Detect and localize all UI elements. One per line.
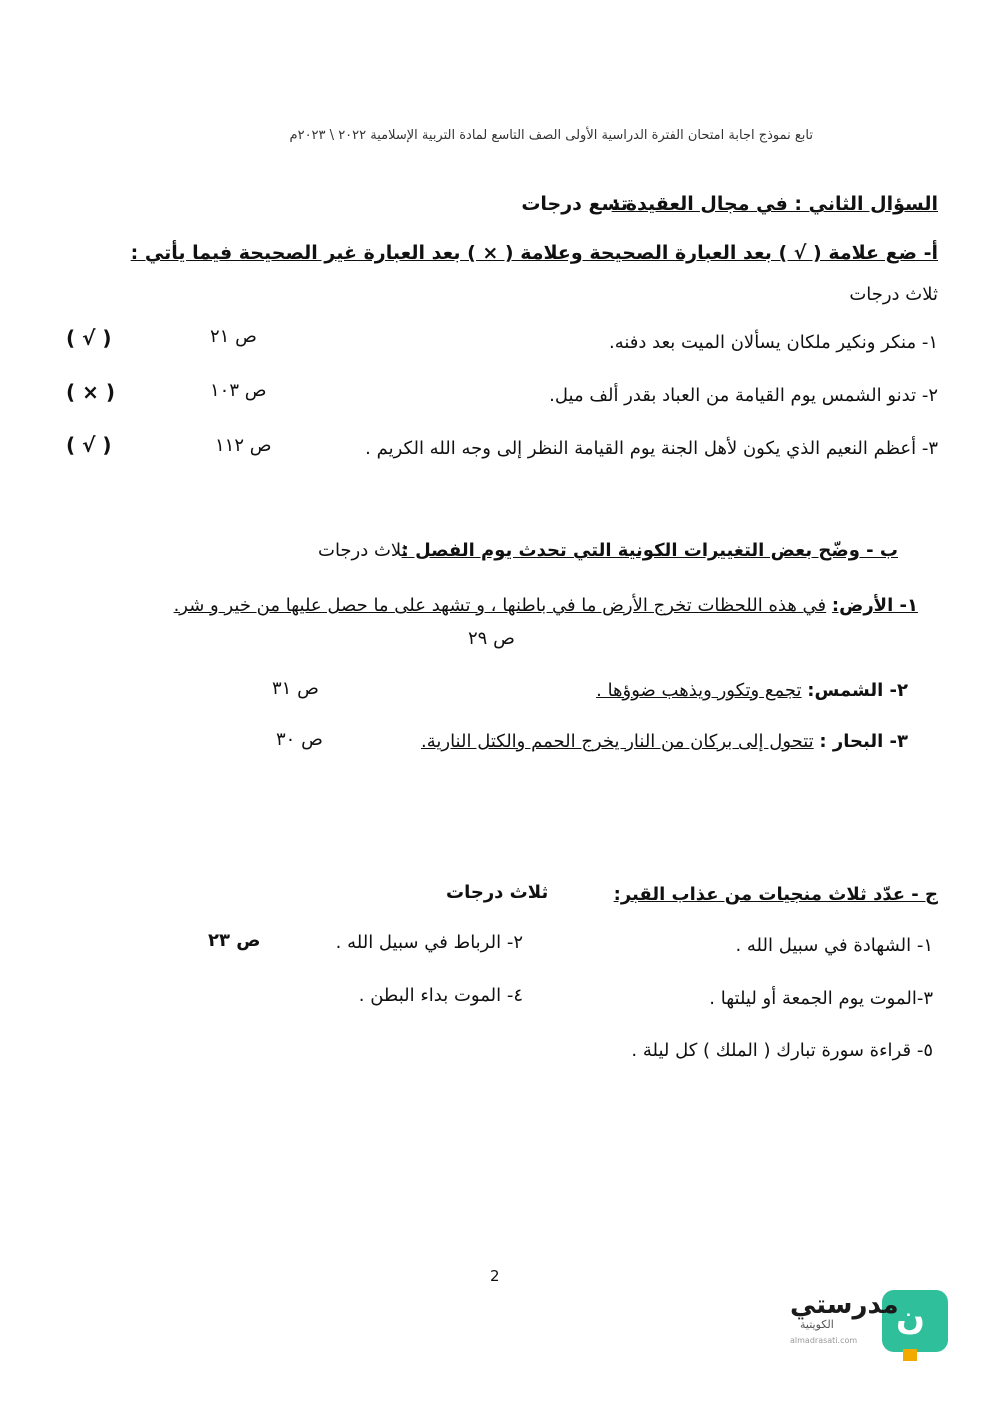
part-b-item-1-label: ١- الأرض: — [831, 595, 918, 616]
part-a-marks: ثلاث درجات — [849, 284, 938, 305]
part-b-marks: ثلاث درجات — [318, 540, 407, 561]
part-a-item-3-page: ص ١١٢ — [215, 435, 272, 456]
part-b-title: ب - وضّح بعض التغييرات الكونية التي تحدث يوم الفصل : — [401, 540, 898, 561]
part-b-item-2-label: ٢- الشمس: — [807, 680, 908, 701]
part-a-item-1: ١- منكر ونكير ملكان يسألان الميت بعد دفنه. — [608, 332, 938, 353]
logo-name: مدرستي — [790, 1290, 899, 1320]
part-a-item-1-page: ص ٢١ — [210, 326, 257, 347]
part-c-title: ج - عدّد ثلاث منجيات من عذاب القبر: — [613, 884, 938, 905]
question-marks: تسع درجات — [521, 193, 628, 215]
part-b-item-3-text: تتحول إلى بركان من النار يخرج الحمم والكتل النارية. — [421, 731, 814, 752]
part-b-item-3-page: ص ٣٠ — [276, 729, 323, 750]
part-a-item-3: ٣- أعظم النعيم الذي يكون لأهل الجنة يوم القيامة النظر إلى وجه الله الكريم . — [365, 438, 938, 459]
part-b-item-1 — [174, 595, 918, 616]
part-b-item-2-text: تجمع وتكور ويذهب ضوؤها . — [596, 680, 802, 701]
part-b-item-1-text: في هذه اللحظات تخرج الأرض ما في باطنها ، و تشهد على ما حصل عليها من خير و شر. — [173, 595, 827, 616]
part-c-item-2: ٢- الرباط في سبيل الله . — [335, 932, 523, 953]
part-b-item-3 — [421, 731, 908, 752]
part-a-instruction: أ- ضع علامة ( √ ) بعد العبارة الصحيحة وعلامة ( × ) بعد العبارة غير الصحيحة فيما يأتي : — [130, 242, 938, 264]
logo-subtitle: الكويتية — [800, 1318, 834, 1331]
page-number: 2 — [490, 1267, 500, 1285]
part-b-item-3-label: ٣- البحار : — [819, 731, 908, 752]
part-a-item-2-page: ص ١٠٣ — [210, 380, 267, 401]
part-c-item-4: ٤- الموت بداء البطن . — [358, 985, 523, 1006]
part-b-item-2-page: ص ٣١ — [272, 678, 319, 699]
part-c-item-1: ١- الشهادة في سبيل الله . — [735, 935, 933, 956]
part-a-item-1-answer: ( √ ) — [66, 326, 112, 350]
part-b-item-2 — [596, 680, 908, 701]
question-title: السؤال الثاني : في مجال العقيدة : — [611, 193, 938, 215]
logo-bookmark-icon — [903, 1349, 917, 1361]
part-c-marks: ثلاث درجات — [446, 882, 549, 903]
part-c-item-5: ٥- قراءة سورة تبارك ( الملك ) كل ليلة . — [631, 1040, 933, 1061]
part-a-item-2-answer: ( × ) — [66, 380, 115, 404]
part-c-item-3: ٣-الموت يوم الجمعة أو ليلتها . — [709, 988, 933, 1009]
part-c-page: ص ٢٣ — [208, 930, 261, 951]
logo-url: almadrasati.com — [790, 1336, 858, 1345]
logo-icon: ن — [882, 1290, 948, 1352]
part-a-item-3-answer: ( √ ) — [66, 433, 112, 457]
part-a-item-2: ٢- تدنو الشمس يوم القيامة من العباد بقدر ألف ميل. — [549, 385, 938, 406]
document-header: تابع نموذج اجابة امتحان الفترة الدراسية الأولى الصف التاسع لمادة التربية الإسلامية ٢٠٢٢ \ ٢٠٢٣م — [289, 128, 813, 143]
part-b-item-1-page: ص ٢٩ — [468, 628, 515, 649]
